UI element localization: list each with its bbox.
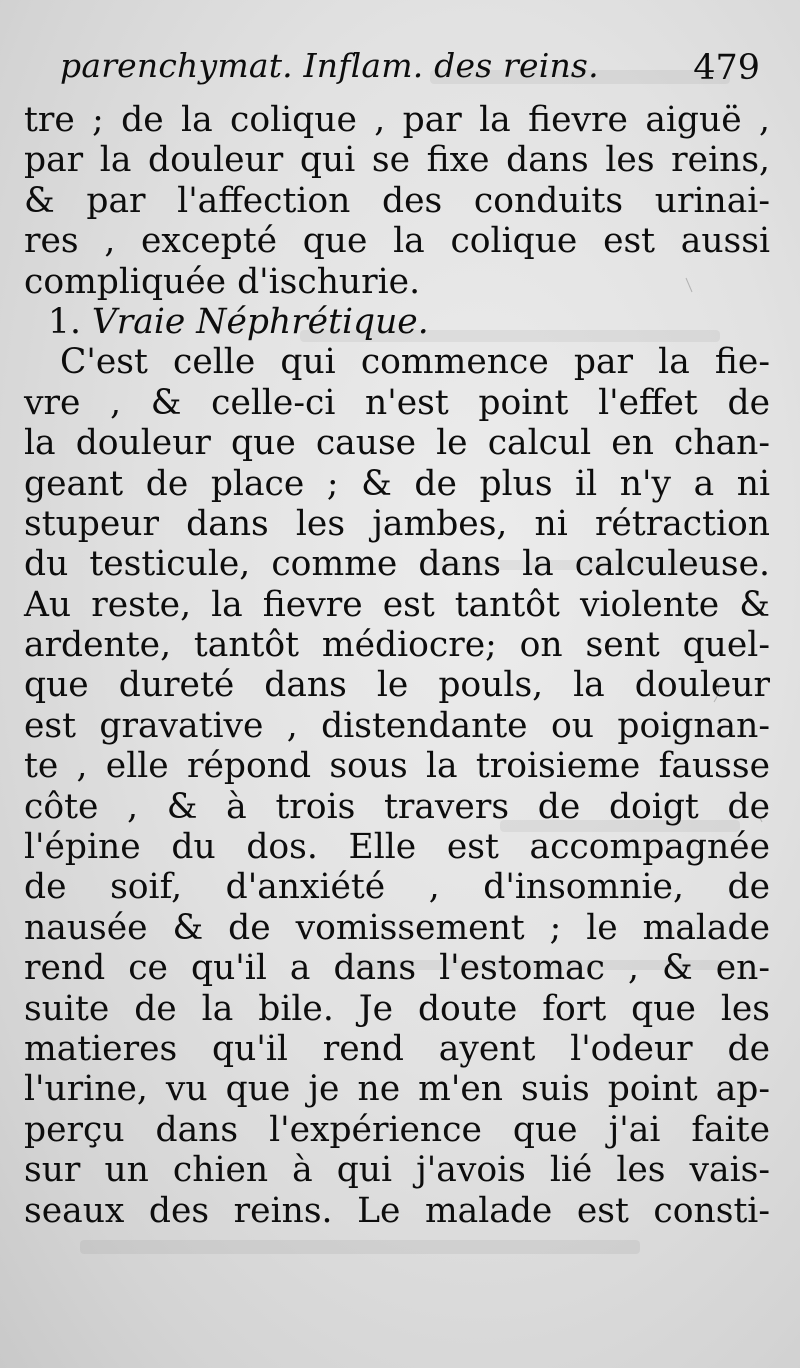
- text-line: geant de place ; & de plus il n'y a ni: [24, 463, 770, 504]
- text-line: que dureté dans le pouls, la douleur: [24, 665, 770, 706]
- text-line: la douleur que cause le calcul en chan-: [24, 423, 770, 464]
- text-line: res , excepté que la colique est aussi: [24, 221, 770, 262]
- text-line: est gravative , distendante ou poignan-: [24, 705, 770, 746]
- body-text: [24, 100, 770, 1231]
- subheading-number: 1.: [48, 301, 81, 342]
- text-line: compliquée d'ischurie.: [24, 261, 421, 302]
- text-line: perçu dans l'expérience que j'ai faite: [24, 1109, 770, 1150]
- text-line: l'épine du dos. Elle est accompagnée: [24, 827, 770, 868]
- subheading: [24, 302, 770, 342]
- text-line: du testicule, comme dans la calculeuse.: [24, 544, 770, 585]
- text-line: Au reste, la fievre est tantôt violente &: [24, 584, 770, 625]
- text-line: & par l'affection des conduits urinai-: [24, 180, 770, 221]
- text-line: par la douleur qui se fixe dans les reins,: [24, 140, 770, 181]
- page-header: [60, 46, 760, 96]
- text-line: seaux des reins. Le malade est consti-: [24, 1190, 770, 1231]
- text-line: tre ; de la colique , par la fievre aiguë ,: [24, 100, 770, 140]
- page-number: 479: [693, 48, 760, 88]
- text-line: sur un chien à qui j'avois lié les vais-: [24, 1150, 770, 1191]
- text-line: l'urine, vu que je ne m'en suis point ap-: [24, 1069, 770, 1110]
- text-line: de soif, d'anxiété , d'insomnie, de: [24, 867, 770, 908]
- running-head: parenchymat. Inflam. des reins.: [60, 46, 599, 85]
- subheading-title: Vraie Néphrétique.: [91, 301, 429, 342]
- text-line: ardente, tantôt médiocre; on sent quel-: [24, 625, 770, 666]
- text-line: C'est celle qui commence par la fie-: [60, 342, 770, 383]
- text-line: suite de la bile. Je doute fort que les: [24, 988, 770, 1029]
- text-line: nausée & de vomissement ; le malade: [24, 907, 770, 948]
- text-line: matieres qu'il rend ayent l'odeur de: [24, 1028, 770, 1069]
- text-line: vre , & celle-ci n'est point l'effet de: [24, 382, 770, 423]
- text-line: te , elle répond sous la troisieme fausse: [24, 746, 770, 787]
- text-line: stupeur dans les jambes, ni rétraction: [24, 503, 770, 544]
- text-line: rend ce qu'il a dans l'estomac , & en-: [24, 948, 770, 989]
- text-line: côte , & à trois travers de doigt de: [24, 786, 770, 827]
